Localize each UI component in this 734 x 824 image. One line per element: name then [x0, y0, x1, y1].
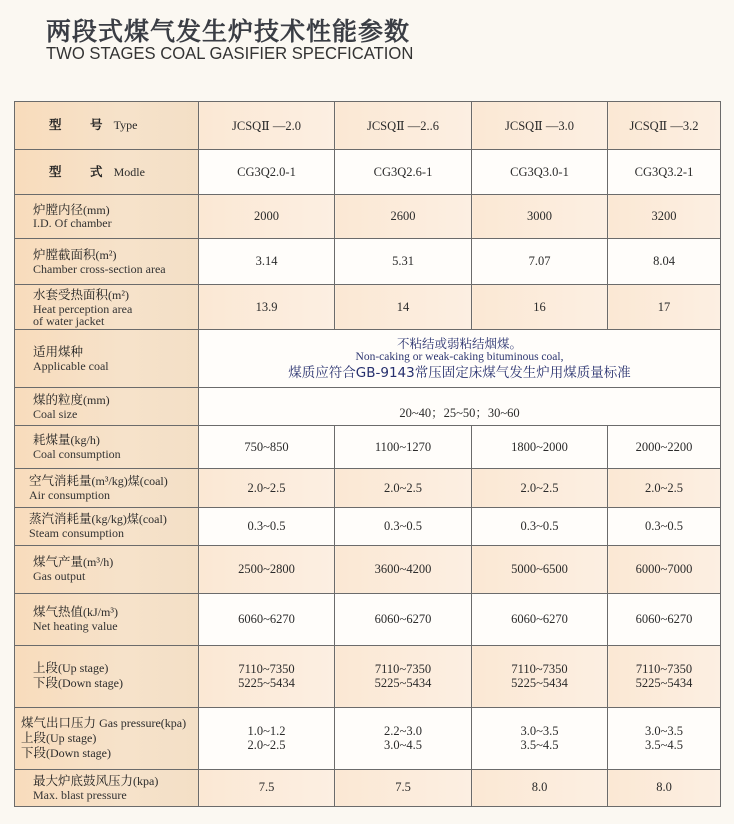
cell: 1800~2000 — [472, 426, 608, 469]
down-value: 5225~5434 — [374, 676, 432, 691]
cell: 14 — [335, 285, 472, 330]
table-row-coal-size — [15, 388, 721, 426]
table-row-heating-value — [15, 593, 721, 645]
cell: 2.0~2.5 — [608, 469, 721, 507]
row-label — [15, 285, 199, 330]
cell: 8.04 — [608, 239, 721, 285]
coal-type-en: Non-caking or weak-caking bituminous coal, — [355, 351, 564, 364]
row-label — [15, 102, 199, 150]
cell: 13.9 — [199, 285, 335, 330]
up-value: 7110~7350 — [635, 661, 693, 676]
cell: 8.0 — [608, 769, 721, 806]
cell: 750~850 — [199, 426, 335, 469]
cell: 2.0~2.5 — [199, 469, 335, 507]
up-stage-label — [33, 661, 198, 676]
label-en: I.D. Of chamber — [33, 216, 112, 231]
label-unit: (kg/h) — [70, 433, 100, 448]
cell: 2.0~2.5 — [335, 469, 472, 507]
up-value: 1.0~1.2 — [247, 723, 286, 738]
table-row-air-consumption — [15, 469, 721, 507]
cell — [472, 707, 608, 769]
table-row-id-chamber — [15, 195, 721, 239]
down-value: 2.0~2.5 — [247, 738, 286, 753]
cell: CG3Q3.0-1 — [472, 150, 608, 195]
cell: 16 — [472, 285, 608, 330]
page-title-cn: 两段式煤气发生炉技术性能参数 — [46, 17, 411, 46]
cell: 5000~6500 — [472, 545, 608, 593]
cell: CG3Q3.2-1 — [608, 150, 721, 195]
table-row-coal-consumption — [15, 426, 721, 469]
cell — [199, 645, 335, 707]
cell: 0.3~0.5 — [199, 507, 335, 545]
cell: 8.0 — [472, 769, 608, 806]
cell: CG3Q2.0-1 — [199, 150, 335, 195]
gas-pressure-label — [21, 716, 198, 731]
cell: 2000 — [199, 195, 335, 239]
row-label — [15, 330, 199, 388]
table-row-steam-consumption — [15, 507, 721, 545]
down-value: 3.5~4.5 — [644, 738, 683, 753]
cell: 3.14 — [199, 239, 335, 285]
label-en: Coal consumption — [33, 447, 121, 462]
label-cn: 适用煤种 — [33, 343, 84, 359]
applicable-coal-cell — [199, 330, 721, 388]
row-label — [15, 707, 199, 769]
label-unit: (kg/kg)煤(coal) — [91, 512, 167, 527]
cell: 6060~6270 — [199, 593, 335, 645]
table-row-blast-pressure — [15, 769, 721, 806]
cell: 0.3~0.5 — [335, 507, 472, 545]
cell: 1100~1270 — [335, 426, 472, 469]
label-cn: 煤气出口压力 — [21, 715, 97, 731]
down-value: 5225~5434 — [511, 676, 568, 691]
label-en: Chamber cross-section area — [33, 261, 166, 276]
cell: JCSQⅡ —3.2 — [608, 102, 721, 150]
page-title-en: TWO STAGES COAL GASIFIER SPECFICATION — [46, 43, 414, 63]
down-value: 3.0~4.5 — [383, 738, 422, 753]
table-row-type — [15, 102, 721, 150]
label-unit: (mm) — [83, 392, 110, 407]
table-row-heat-perception — [15, 285, 721, 330]
label-cn: 上段 — [33, 660, 59, 676]
up-value: 7110~7350 — [374, 661, 432, 676]
label-unit: (m³/h) — [83, 555, 114, 570]
label-en: Gas pressure(kpa) — [99, 716, 187, 731]
cell: 7.5 — [199, 769, 335, 806]
label-unit: (mm) — [83, 202, 110, 217]
cell: 3600~4200 — [335, 545, 472, 593]
cell: 6060~6270 — [608, 593, 721, 645]
label-cn: 耗煤量 — [33, 432, 71, 448]
label-cn: 上段 — [21, 729, 47, 745]
label-en: Gas output — [33, 568, 86, 583]
cell: 0.3~0.5 — [472, 507, 608, 545]
up-value: 7110~7350 — [511, 661, 568, 676]
label-en: (Down stage) — [58, 676, 123, 691]
cell: 6060~6270 — [335, 593, 472, 645]
label-cn: 下段 — [33, 675, 59, 691]
cell: 2.0~2.5 — [472, 469, 608, 507]
cell: JCSQⅡ —3.0 — [472, 102, 608, 150]
row-label — [15, 195, 199, 239]
row-label — [15, 507, 199, 545]
down-value: 5225~5434 — [238, 676, 295, 691]
cell: 0.3~0.5 — [608, 507, 721, 545]
cell — [472, 645, 608, 707]
label-en: Type — [113, 118, 138, 133]
label-cn: 煤气产量 — [33, 554, 84, 570]
row-label — [15, 469, 199, 507]
coal-size-cell: 20~40；25~50；30~60 — [199, 388, 721, 426]
label-cn: 煤的粒度 — [33, 391, 84, 407]
row-label — [15, 239, 199, 285]
table-row-gas-output — [15, 545, 721, 593]
cell: 5.31 — [335, 239, 472, 285]
label-cn: 型 号 — [49, 117, 111, 133]
table-row-gas-pressure — [15, 707, 721, 769]
cell: 2600 — [335, 195, 472, 239]
label-cn: 最大炉底鼓风压力 — [33, 772, 134, 788]
row-label — [15, 388, 199, 426]
row-label — [15, 645, 199, 707]
label-cn: 下段 — [21, 744, 47, 760]
cell — [199, 707, 335, 769]
label-cn: 炉膛内径 — [33, 201, 84, 217]
label-en-2: of water jacket — [33, 313, 105, 328]
label-en: (Up stage) — [46, 730, 97, 745]
cell: 7.07 — [472, 239, 608, 285]
up-value: 2.2~3.0 — [383, 723, 422, 738]
down-stage-label — [33, 676, 198, 691]
up-value: 7110~7350 — [238, 661, 295, 676]
table-row-stage-heating — [15, 645, 721, 707]
cell: 17 — [608, 285, 721, 330]
label-unit: (m³/kg)煤(coal) — [91, 474, 168, 489]
up-value: 3.0~3.5 — [520, 723, 559, 738]
label-cn: 蒸汽消耗量 — [29, 511, 92, 527]
cell: 2500~2800 — [199, 545, 335, 593]
cell: JCSQⅡ —2.0 — [199, 102, 335, 150]
down-stage-label — [21, 746, 198, 761]
row-label — [15, 593, 199, 645]
label-cn: 水套受热面积 — [33, 286, 109, 302]
cell: 6060~6270 — [472, 593, 608, 645]
cell — [608, 707, 721, 769]
cell — [608, 645, 721, 707]
label-cn: 型 式 — [49, 163, 111, 179]
label-en: Modle — [113, 164, 145, 179]
cell: 6000~7000 — [608, 545, 721, 593]
label-cn: 煤气热值 — [33, 604, 84, 620]
label-en: Heat perception area — [33, 301, 133, 316]
cell — [335, 707, 472, 769]
coal-standard-cn: 煤质应符合GB-9143常压固定床煤气发生炉用煤质量标准 — [288, 365, 631, 382]
row-label — [15, 545, 199, 593]
row-label — [15, 769, 199, 806]
cell: 2000~2200 — [608, 426, 721, 469]
label-en: Steam consumption — [29, 525, 124, 540]
row-label — [15, 150, 199, 195]
label-en: Air consumption — [29, 487, 110, 502]
label-cn: 空气消耗量 — [29, 473, 92, 489]
cell: 7.5 — [335, 769, 472, 806]
table-row-applicable-coal — [15, 330, 721, 388]
label-en: Net heating value — [33, 618, 118, 633]
label-en: (Down stage) — [46, 745, 111, 760]
cell — [335, 645, 472, 707]
label-unit: (m²) — [95, 247, 117, 262]
cell: JCSQⅡ —2..6 — [335, 102, 472, 150]
cell: CG3Q2.6-1 — [335, 150, 472, 195]
label-en: Max. blast pressure — [33, 787, 127, 802]
label-en: (Up stage) — [58, 661, 109, 676]
row-label — [15, 426, 199, 469]
label-unit: (kpa) — [133, 773, 159, 788]
label-unit: (kJ/m³) — [83, 605, 118, 620]
up-stage-label — [21, 731, 198, 746]
down-value: 3.5~4.5 — [520, 738, 559, 753]
coal-type-cn: 不粘结或弱粘结烟煤。 — [396, 336, 522, 352]
down-value: 5225~5434 — [635, 676, 693, 691]
label-en: Applicable coal — [33, 358, 109, 373]
label-en: Coal size — [33, 406, 78, 421]
spec-table — [14, 101, 721, 807]
label-cn: 炉膛截面积 — [33, 246, 96, 262]
cell: 3200 — [608, 195, 721, 239]
table-row-model — [15, 150, 721, 195]
cell: 3000 — [472, 195, 608, 239]
table-row-cross-section — [15, 239, 721, 285]
label-unit: (m²) — [108, 287, 129, 302]
up-value: 3.0~3.5 — [644, 723, 683, 738]
